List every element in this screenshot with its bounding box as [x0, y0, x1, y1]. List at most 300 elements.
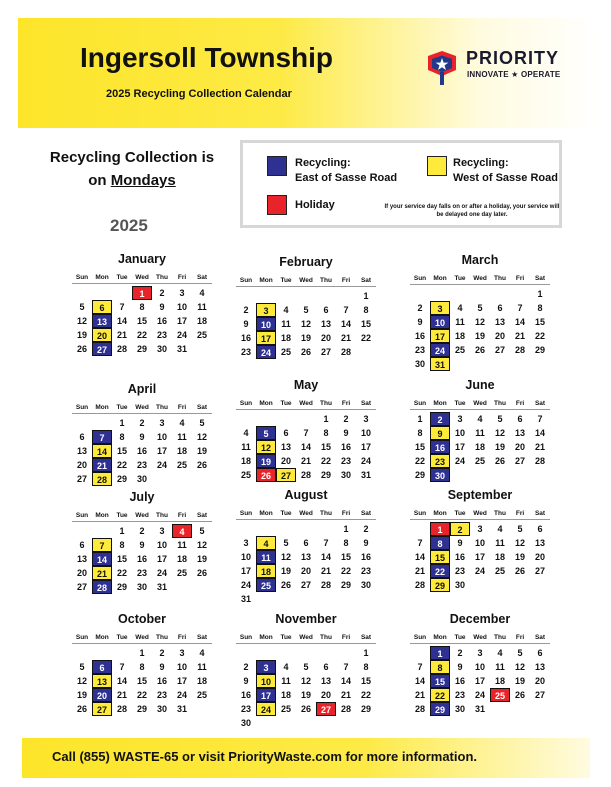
day-cell: 11 — [281, 676, 291, 686]
day-cell-west-pickup: 9 — [430, 426, 450, 440]
day-cell: 16 — [414, 331, 425, 341]
empty-cell — [256, 646, 276, 660]
day-cell: 12 — [196, 540, 207, 550]
weekday-label: Mon — [95, 634, 109, 641]
empty-cell — [296, 522, 316, 536]
empty-cell — [236, 646, 256, 660]
weekday-header — [236, 634, 376, 644]
day-cell: 10 — [176, 662, 187, 672]
day-cell: 14 — [514, 317, 525, 327]
day-cell: 18 — [474, 442, 485, 452]
day-cell: 14 — [300, 442, 311, 452]
day-cell: 15 — [116, 446, 127, 456]
day-cell: 24 — [454, 456, 465, 466]
day-cell: 18 — [176, 446, 187, 456]
day-cell: 11 — [177, 432, 187, 442]
day-cell: 9 — [243, 676, 249, 686]
day-cell-holiday: 25 — [490, 688, 510, 702]
day-cell-west-pickup: 17 — [256, 331, 276, 345]
day-cell: 30 — [414, 359, 425, 369]
day-cell: 7 — [417, 662, 423, 672]
day-cell: 12 — [474, 317, 485, 327]
day-cell: 22 — [360, 690, 371, 700]
day-cell: 20 — [514, 442, 525, 452]
empty-cell — [276, 522, 296, 536]
day-cell: 19 — [494, 442, 505, 452]
day-cell: 16 — [136, 554, 147, 564]
day-cell: 28 — [340, 704, 351, 714]
day-cell-east-pickup: 30 — [430, 468, 450, 482]
day-cell: 23 — [240, 347, 251, 357]
day-cell: 28 — [116, 344, 127, 354]
day-cell: 5 — [497, 414, 503, 424]
month-name: June — [465, 378, 495, 392]
day-cell: 26 — [300, 704, 311, 714]
day-cell: 29 — [340, 580, 351, 590]
weekday-label: Thu — [320, 277, 332, 284]
weekday-label: Sun — [75, 634, 89, 641]
weekday-header — [410, 275, 550, 285]
day-cell: 14 — [116, 316, 127, 326]
day-cell-west-pickup: 12 — [256, 440, 276, 454]
day-cell: 16 — [360, 552, 371, 562]
collection-day: Mondays — [110, 172, 176, 189]
day-cell: 23 — [136, 568, 147, 578]
day-cell: 4 — [497, 648, 503, 658]
day-cell: 23 — [414, 345, 425, 355]
day-cell: 25 — [280, 704, 291, 714]
weekday-label: Sun — [75, 512, 89, 519]
day-grid — [236, 646, 376, 730]
day-cell: 21 — [414, 566, 425, 576]
day-cell: 9 — [457, 662, 463, 672]
day-cell: 3 — [179, 648, 185, 658]
day-cell: 6 — [323, 305, 329, 315]
day-cell: 20 — [300, 566, 311, 576]
day-cell: 17 — [156, 446, 167, 456]
day-cell-east-pickup: 16 — [430, 440, 450, 454]
day-cell: 28 — [534, 456, 545, 466]
day-cell: 19 — [474, 331, 485, 341]
day-cell: 12 — [300, 319, 311, 329]
day-grid — [236, 522, 376, 606]
empty-cell — [276, 412, 296, 426]
day-cell: 27 — [300, 580, 311, 590]
day-cell: 21 — [116, 690, 127, 700]
day-cell: 7 — [517, 303, 523, 313]
day-grid — [236, 289, 376, 359]
day-cell: 3 — [159, 526, 165, 536]
day-grid — [410, 522, 550, 592]
weekday-label: Thu — [156, 274, 168, 281]
day-cell: 18 — [494, 552, 505, 562]
day-grid — [410, 646, 550, 716]
day-cell-east-pickup: 13 — [92, 314, 112, 328]
day-cell: 26 — [514, 566, 525, 576]
weekday-label: Fri — [341, 510, 351, 517]
day-cell: 12 — [280, 552, 291, 562]
month-august — [236, 488, 376, 606]
day-cell: 22 — [136, 690, 147, 700]
day-cell: 1 — [323, 414, 329, 424]
empty-cell — [470, 287, 490, 301]
day-cell: 6 — [537, 648, 543, 658]
empty-cell — [336, 646, 356, 660]
day-cell: 4 — [457, 303, 463, 313]
day-cell: 22 — [116, 460, 127, 470]
day-cell: 18 — [196, 676, 207, 686]
day-cell: 4 — [199, 648, 205, 658]
day-cell: 25 — [280, 347, 291, 357]
day-cell: 4 — [243, 428, 249, 438]
weekday-label: Mon — [433, 400, 447, 407]
day-cell: 20 — [76, 460, 87, 470]
weekday-label: Fri — [177, 274, 187, 281]
empty-cell — [72, 524, 92, 538]
day-cell: 16 — [156, 676, 167, 686]
day-cell: 9 — [159, 662, 165, 672]
weekday-label: Wed — [135, 634, 149, 641]
day-cell: 2 — [243, 305, 249, 315]
day-cell-west-pickup: 27 — [276, 468, 296, 482]
day-cell: 18 — [176, 554, 187, 564]
day-cell: 13 — [76, 446, 87, 456]
day-cell: 24 — [176, 330, 187, 340]
day-cell: 16 — [156, 316, 167, 326]
logo-name: PRIORITY — [466, 48, 560, 68]
day-cell: 15 — [116, 554, 127, 564]
weekday-header — [236, 277, 376, 287]
legend-west-label: Recycling: — [453, 157, 509, 169]
day-cell: 28 — [116, 704, 127, 714]
weekday-label: Wed — [473, 275, 487, 282]
weekday-label: Fri — [341, 400, 351, 407]
day-cell: 21 — [320, 566, 331, 576]
day-cell: 7 — [119, 662, 125, 672]
day-cell: 8 — [323, 428, 329, 438]
day-cell: 19 — [76, 690, 87, 700]
day-cell: 6 — [497, 303, 503, 313]
weekday-header — [236, 510, 376, 520]
day-cell: 25 — [240, 470, 251, 480]
weekday-header — [410, 510, 550, 520]
day-cell: 26 — [196, 568, 207, 578]
day-cell-west-pickup: 29 — [430, 578, 450, 592]
weekday-label: Tue — [454, 400, 466, 407]
day-cell: 4 — [283, 305, 289, 315]
day-cell: 11 — [281, 319, 291, 329]
day-cell: 22 — [340, 566, 351, 576]
weekday-label: Tue — [280, 400, 292, 407]
day-cell: 6 — [79, 432, 85, 442]
day-cell: 17 — [240, 566, 251, 576]
day-cell: 25 — [196, 330, 207, 340]
weekday-label: Sun — [239, 510, 253, 517]
collection-note-on: on — [88, 172, 107, 189]
day-cell: 30 — [360, 580, 371, 590]
day-cell: 7 — [343, 305, 349, 315]
weekday-label: Thu — [156, 634, 168, 641]
day-cell: 2 — [139, 418, 145, 428]
calendar-subtitle: 2025 Recycling Collection Calendar — [106, 88, 292, 100]
day-cell-west-pickup: 8 — [430, 660, 450, 674]
day-cell: 16 — [240, 690, 251, 700]
day-cell: 4 — [179, 418, 185, 428]
empty-cell — [276, 289, 296, 303]
day-cell: 24 — [360, 456, 371, 466]
day-cell: 31 — [176, 704, 187, 714]
day-cell: 28 — [340, 347, 351, 357]
day-cell: 1 — [119, 526, 125, 536]
weekday-label: Mon — [95, 512, 109, 519]
day-cell: 13 — [534, 662, 545, 672]
weekday-label: Sat — [196, 404, 208, 411]
day-cell: 20 — [280, 456, 291, 466]
day-cell-west-pickup: 22 — [430, 688, 450, 702]
footer-banner — [22, 738, 590, 778]
day-cell: 16 — [240, 333, 251, 343]
day-cell: 27 — [514, 456, 525, 466]
day-cell: 22 — [360, 333, 371, 343]
weekday-label: Tue — [454, 510, 466, 517]
day-cell: 6 — [303, 538, 309, 548]
day-cell: 16 — [136, 446, 147, 456]
legend-east-swatch — [267, 156, 287, 176]
day-cell-east-pickup: 24 — [430, 343, 450, 357]
day-cell: 10 — [240, 552, 251, 562]
day-cell: 23 — [156, 690, 167, 700]
day-cell: 27 — [76, 582, 87, 592]
month-october — [72, 612, 212, 716]
day-grid — [410, 412, 550, 482]
weekday-label: Wed — [473, 510, 487, 517]
day-cell-east-pickup: 6 — [92, 660, 112, 674]
day-cell: 22 — [320, 456, 331, 466]
day-cell-east-pickup: 17 — [256, 688, 276, 702]
weekday-label: Tue — [116, 274, 128, 281]
day-cell: 22 — [136, 330, 147, 340]
day-grid — [72, 286, 212, 356]
day-cell: 2 — [139, 526, 145, 536]
day-cell: 25 — [196, 690, 207, 700]
weekday-label: Fri — [341, 277, 351, 284]
weekday-label: Sun — [413, 510, 427, 517]
day-cell-west-pickup: 13 — [92, 674, 112, 688]
day-cell: 4 — [477, 414, 483, 424]
day-cell: 9 — [417, 317, 423, 327]
day-cell: 17 — [360, 442, 371, 452]
day-cell: 13 — [494, 317, 505, 327]
day-cell: 7 — [417, 538, 423, 548]
month-name: July — [129, 490, 155, 504]
weekday-label: Sat — [534, 510, 546, 517]
weekday-label: Fri — [341, 634, 351, 641]
day-cell: 18 — [196, 316, 207, 326]
weekday-label: Mon — [259, 277, 273, 284]
day-cell: 4 — [199, 288, 205, 298]
day-cell: 19 — [196, 554, 207, 564]
day-cell: 5 — [79, 302, 85, 312]
day-cell-west-pickup: 21 — [92, 566, 112, 580]
weekday-label: Sat — [534, 634, 546, 641]
day-cell-east-pickup: 14 — [92, 552, 112, 566]
day-cell-east-pickup: 8 — [430, 536, 450, 550]
day-cell: 30 — [156, 344, 167, 354]
day-cell: 17 — [176, 676, 187, 686]
day-cell: 8 — [119, 432, 125, 442]
day-cell: 31 — [360, 470, 371, 480]
day-cell: 1 — [417, 414, 423, 424]
empty-cell — [92, 286, 112, 300]
weekday-header — [72, 274, 212, 284]
weekday-label: Thu — [494, 634, 506, 641]
day-cell: 21 — [340, 333, 351, 343]
weekday-label: Sat — [360, 510, 372, 517]
weekday-label: Wed — [299, 277, 313, 284]
month-may — [236, 378, 376, 482]
day-cell: 3 — [179, 288, 185, 298]
day-cell: 27 — [534, 690, 545, 700]
day-cell: 19 — [514, 552, 525, 562]
day-grid — [72, 524, 212, 594]
day-cell: 12 — [196, 432, 207, 442]
day-cell: 26 — [474, 345, 485, 355]
header-banner — [18, 18, 598, 128]
weekday-label: Fri — [177, 404, 187, 411]
day-cell: 14 — [340, 676, 351, 686]
month-november — [236, 612, 376, 730]
collection-note-line1: Recycling Collection is — [49, 149, 215, 166]
day-cell: 9 — [343, 428, 349, 438]
day-cell: 2 — [243, 662, 249, 672]
day-cell: 17 — [474, 676, 485, 686]
day-cell: 7 — [303, 428, 309, 438]
weekday-label: Sat — [360, 634, 372, 641]
weekday-label: Mon — [433, 275, 447, 282]
day-cell: 11 — [455, 317, 465, 327]
day-cell: 3 — [477, 648, 483, 658]
day-cell: 7 — [537, 414, 543, 424]
day-cell: 1 — [537, 289, 543, 299]
weekday-label: Wed — [135, 512, 149, 519]
month-september — [410, 488, 550, 592]
day-cell-east-pickup: 27 — [92, 342, 112, 356]
weekday-label: Mon — [433, 634, 447, 641]
day-cell-west-pickup: 15 — [430, 550, 450, 564]
day-cell: 15 — [360, 676, 371, 686]
day-cell: 24 — [176, 690, 187, 700]
empty-cell — [490, 287, 510, 301]
day-cell: 5 — [517, 524, 523, 534]
month-june — [410, 378, 550, 482]
star-flag-icon — [426, 50, 458, 86]
day-cell: 29 — [116, 582, 127, 592]
day-cell: 25 — [474, 456, 485, 466]
day-cell: 18 — [280, 690, 291, 700]
day-cell: 6 — [517, 414, 523, 424]
weekday-label: Sun — [239, 277, 253, 284]
empty-cell — [256, 412, 276, 426]
day-cell: 27 — [76, 474, 87, 484]
day-cell: 26 — [514, 690, 525, 700]
day-cell: 3 — [363, 414, 369, 424]
empty-cell — [450, 287, 470, 301]
day-grid — [72, 646, 212, 716]
day-cell: 7 — [323, 538, 329, 548]
weekday-label: Wed — [299, 400, 313, 407]
day-cell: 2 — [343, 414, 349, 424]
day-cell: 6 — [283, 428, 289, 438]
day-cell: 18 — [494, 676, 505, 686]
day-cell: 23 — [454, 690, 465, 700]
day-cell: 12 — [514, 538, 525, 548]
day-cell: 13 — [300, 552, 311, 562]
empty-cell — [296, 289, 316, 303]
day-cell: 26 — [300, 347, 311, 357]
weekday-label: Fri — [177, 512, 187, 519]
day-cell: 12 — [514, 662, 525, 672]
day-cell: 12 — [76, 316, 87, 326]
weekday-header — [410, 400, 550, 410]
weekday-label: Wed — [135, 274, 149, 281]
day-cell-west-pickup: 4 — [256, 536, 276, 550]
day-cell: 25 — [176, 460, 187, 470]
day-cell: 31 — [176, 344, 187, 354]
day-cell: 19 — [300, 690, 311, 700]
weekday-header — [72, 404, 212, 414]
day-cell: 13 — [514, 428, 525, 438]
day-cell: 14 — [534, 428, 545, 438]
day-cell: 12 — [76, 676, 87, 686]
day-cell: 21 — [300, 456, 311, 466]
month-name: April — [127, 382, 157, 396]
day-cell: 14 — [320, 552, 331, 562]
day-cell: 19 — [280, 566, 291, 576]
month-february — [236, 255, 376, 359]
day-cell: 6 — [537, 524, 543, 534]
day-cell: 27 — [534, 566, 545, 576]
weekday-label: Tue — [280, 277, 292, 284]
day-cell-west-pickup: 23 — [430, 454, 450, 468]
day-cell: 5 — [303, 662, 309, 672]
weekday-label: Sun — [75, 274, 89, 281]
empty-cell — [112, 646, 132, 660]
legend-fine-print: If your service day falls on or after a holiday, your service will be delayed one day later. — [384, 204, 560, 218]
empty-cell — [112, 286, 132, 300]
month-name: March — [461, 253, 499, 267]
day-cell: 5 — [199, 526, 205, 536]
day-cell: 11 — [495, 538, 505, 548]
day-cell: 6 — [79, 540, 85, 550]
day-cell: 31 — [474, 704, 485, 714]
day-cell: 25 — [176, 568, 187, 578]
weekday-label: Sat — [534, 275, 546, 282]
day-cell-east-pickup: 19 — [256, 454, 276, 468]
day-cell: 5 — [517, 648, 523, 658]
empty-cell — [236, 289, 256, 303]
day-cell: 29 — [320, 470, 331, 480]
day-cell: 19 — [514, 676, 525, 686]
empty-cell — [336, 289, 356, 303]
day-cell: 13 — [320, 676, 331, 686]
weekday-label: Sat — [534, 400, 546, 407]
weekday-label: Wed — [135, 404, 149, 411]
day-cell: 9 — [363, 538, 369, 548]
weekday-label: Tue — [280, 510, 292, 517]
weekday-label: Thu — [320, 400, 332, 407]
day-cell-west-pickup: 3 — [256, 303, 276, 317]
day-cell-east-pickup: 1 — [430, 646, 450, 660]
